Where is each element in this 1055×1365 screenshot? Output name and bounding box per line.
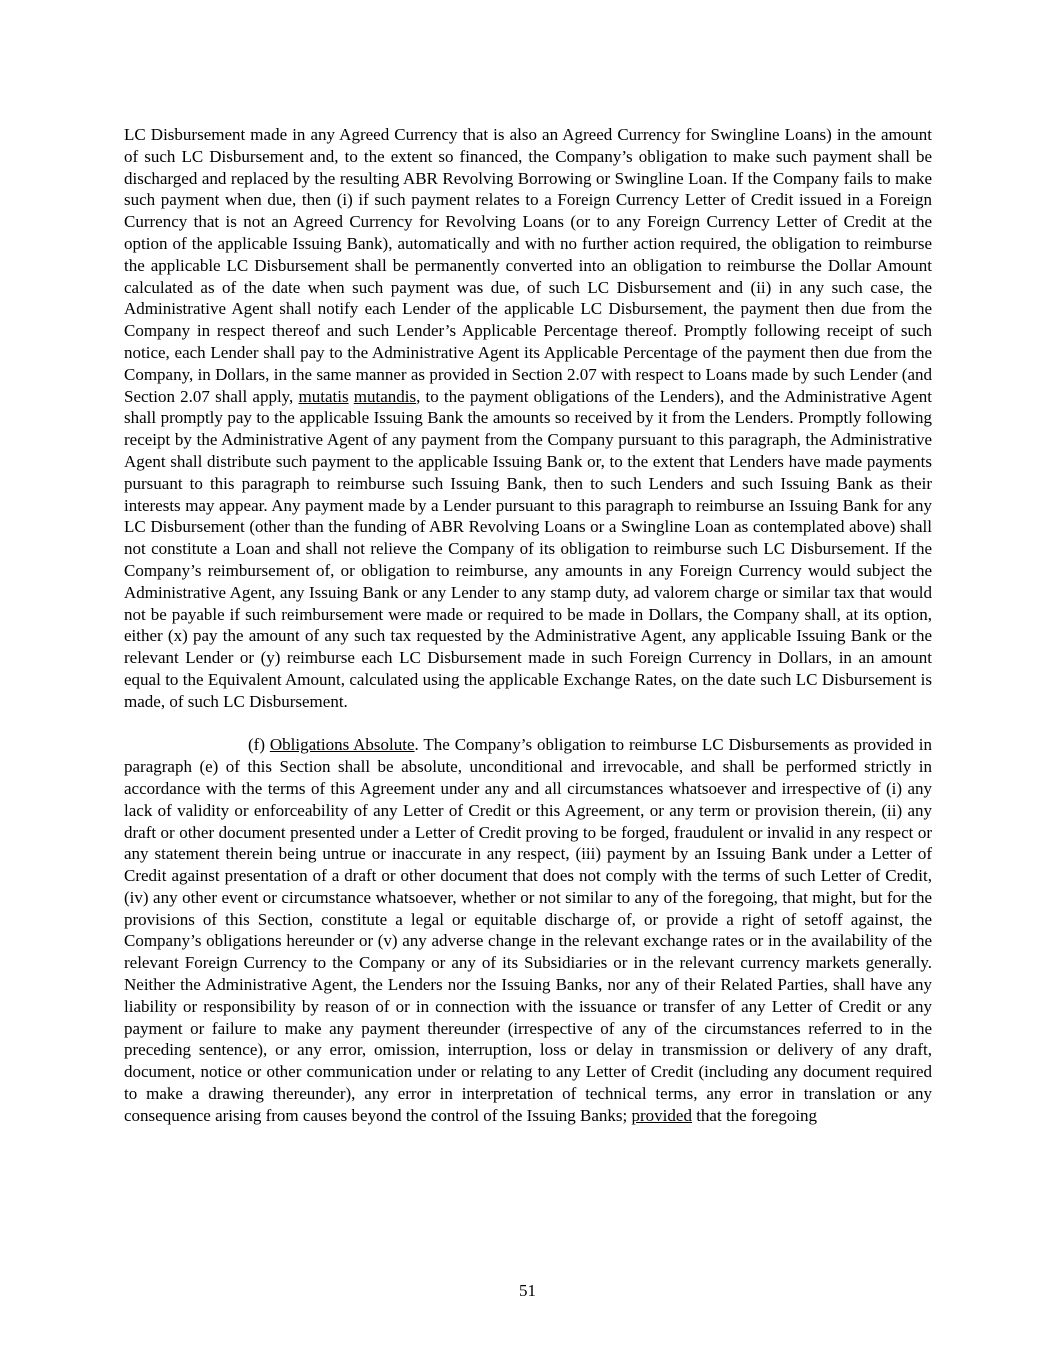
- paragraph-text: that the foregoing: [691, 1105, 818, 1125]
- section-heading: Obligations Absolute: [269, 735, 415, 755]
- mutandis-term: mutandis: [353, 386, 417, 406]
- page-number: 51: [519, 1281, 536, 1300]
- page-body: [124, 124, 932, 1127]
- paragraph-text: , to the payment obligations of the Lenders), and the Administrative Agent shall promptly pay to the applicable Issuing Bank the amounts so received by it from the Lenders. Promptly following receipt by the Administrative Agent of any payment from the Company pursuant to this paragraph, the Administrative Agent shall distribute such payment to the applicable Issuing Bank or, to the extent that Lenders have made payments pursuant to this paragraph to reimburse such Issuing Bank, then to such Lenders and such Issuing Bank as their interests may appear. Any payment made by a Lender pursuant to this paragraph to reimburse an Issuing Bank for any LC Disbursement (other than the funding of ABR Revolving Loans or a Swingline Loan as contemplated above) shall not constitute a Loan and shall not relieve the Company of its obligation to reimburse such LC Disbursement. If the Company’s reimbursement of, or obligation to reimburse, any amounts in any Foreign Currency would subject the Administrative Agent, any Issuing Bank or any Lender to any stamp duty, ad valorem charge or similar tax that would not be payable if such reimbursement were made or required to be made in Dollars, the Company shall, at its option, either (x) pay the amount of any such tax requested by the Administrative Agent, any applicable Issuing Bank or the relevant Lender or (y) reimburse each LC Disbursement made in such Foreign Currency in Dollars, in an amount equal to the Equivalent Amount, calculated using the applicable Exchange Rates, on the date such LC Disbursement is made, of such LC Disbursement.: [124, 386, 932, 711]
- mutatis-term: mutatis: [298, 386, 349, 406]
- paragraph-obligations-absolute: [124, 734, 932, 1126]
- provided-term: provided: [631, 1105, 692, 1125]
- paragraph-text: LC Disbursement made in any Agreed Currency that is also an Agreed Currency for Swingline Loans) in the amount of such LC Disbursement and, to the extent so financed, the Company’s obligation to make such payment shall be discharged and replaced by the resulting ABR Revolving Borrowing or Swingline Loan. If the Company fails to make such payment when due, then (i) if such payment relates to a Foreign Currency Letter of Credit issued in a Foreign Currency that is not an Agreed Currency for Revolving Loans (or to any Foreign Currency Letter of Credit at the option of the applicable Issuing Bank), automatically and with no further action required, the obligation to reimburse the applicable LC Disbursement shall be permanently converted into an obligation to reimburse the Dollar Amount calculated as of the date when such payment was due, of such LC Disbursement and (ii) in any such case, the Administrative Agent shall notify each Lender of the applicable LC Disbursement, the payment then due from the Company in respect thereof and such Lender’s Applicable Percentage thereof. Promptly following receipt of such notice, each Lender shall pay to the Administrative Agent its Applicable Percentage of the payment then due from the Company, in Dollars, in the same manner as provided in Section 2.07 with respect to Loans made by such Lender (and Section 2.07 shall apply,: [124, 125, 932, 406]
- paragraph-text: . The Company’s obligation to reimburse LC Disbursements as provided in paragraph (e) of this Section shall be absolute, unconditional and irrevocable, and shall be performed strictly in accordance with the terms of this Agreement under any and all circumstances whatsoever and irrespective of (i) any lack of validity or enforceability of any Letter of Credit or this Agreement, or any term or provision therein, (ii) any draft or other document presented under a Letter of Credit proving to be forged, fraudulent or invalid in any respect or any statement therein being untrue or inaccurate in any respect, (iii) payment by an Issuing Bank under a Letter of Credit against presentation of a draft or other document that does not comply with the terms of such Letter of Credit, (iv) any other event or circumstance whatsoever, whether or not similar to any of the foregoing, that might, but for the provisions of this Section, constitute a legal or equitable discharge of, or provide a right of setoff against, the Company’s obligations hereunder or (v) any adverse change in the relevant exchange rates or in the availability of the relevant Foreign Currency to the Company or any of its Subsidiaries or in the relevant currency markets generally. Neither the Administrative Agent, the Lenders nor the Issuing Banks, nor any of their Related Parties, shall have any liability or responsibility by reason of or in connection with the issuance or transfer of any Letter of Credit or any payment or failure to make any payment thereunder (irrespective of any of the circumstances referred to in the preceding sentence), or any error, omission, interruption, loss or delay in transmission or delivery of any draft, document, notice or other communication under or relating to any Letter of Credit (including any document required to make a drawing thereunder), any error in interpretation of technical terms, any error in translation or any consequence arising from causes beyond the control of the Issuing Banks;: [124, 735, 932, 1125]
- section-label: (f): [248, 735, 270, 755]
- paragraph-lc-disbursement-continued: [124, 124, 932, 713]
